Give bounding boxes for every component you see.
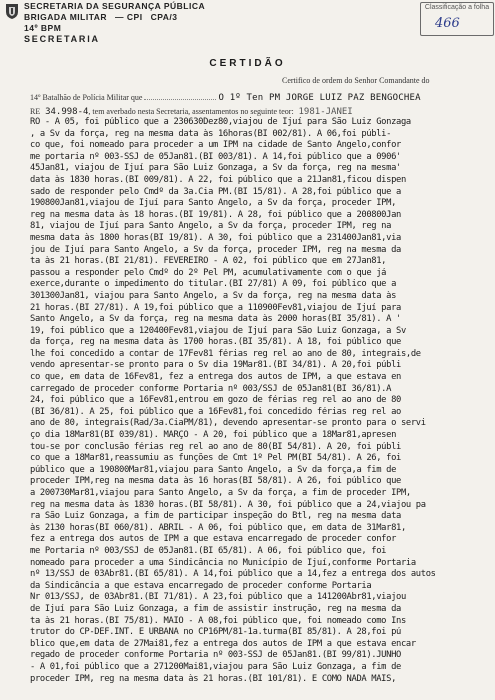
letterhead-line2 <box>24 12 205 23</box>
body-line: de Ijuí para São Luiz Gonzaga, a fim de assistir instrução, reg na mesma da <box>30 603 401 614</box>
certify-line: Certifico de ordem do Senhor Comandante do <box>282 76 430 85</box>
body-line: sado de responder pelo Cmdº da 3a.Cia PM.(BI 15/81). A 28,foi público que a <box>30 186 401 197</box>
body-line: ta às 21 horas.(BI 21/81). FEVEREIRO - A 02, foi público que em 27Jan81, <box>30 256 387 267</box>
body-line: me portaria nº 003-SSJ de 05Jan81.(BI 003/81). A 14,foi público que a 0906' <box>30 151 401 162</box>
body-line: co que a 18Mar81,reassumiu as funções de Cmt 1º Pel PM(BI 54/81). A 26, foi <box>30 453 401 464</box>
body-line: 190800Jan81,viajou de Ijuí para Santo Angelo, a Sv da força, proceder IPM, <box>30 198 397 209</box>
body-line: às 2130 horas(BI 060/81). ABRIL - A 06, foi público que, em data de 31Mar81, <box>30 522 406 533</box>
body-line: vendo apresentar-se pronto para o Sv dia 19Mar81.(BI 34/81). A 20,foi públi <box>30 360 401 371</box>
body-line: 21 horas.(BI 27/81). A 19,foi público que a 110900Fev81,viajou de Ijuí para <box>30 302 401 313</box>
re-label: RE <box>30 107 41 116</box>
letterhead <box>24 1 205 45</box>
body-line: co que, em data de 16Fev81, fez a entrega dos autos de IPM, a que estava en <box>30 372 401 383</box>
body-line: ano de 80, integrais(Rad/3a.CiaPM/81), devendo apresentar-se pronto para o servi <box>30 418 426 429</box>
body-line: RO - A 05, foi público que a 230630Dez80,viajou de Ijuí para São Luiz Gonzaga <box>30 117 411 127</box>
body-line: 19, foi público que a 120400Fev81,viajou de Ijuí para São Luiz Gonzaga, a Sv <box>30 325 406 336</box>
body-line: jou de Ijuí para Santo Angelo, a Sv da força, proceder IPM, reg na mesma da <box>30 244 401 255</box>
body-line: exerce,durante o impedimento do titular.(BI 27/81) A 09, foi público que a <box>30 279 397 290</box>
page-number-stamp <box>420 2 494 36</box>
body-line: reg na mesma data às 1830 horas.(BI 58/81). A 30, foi público que a 24,viajou pa <box>30 499 426 510</box>
dotted-fill <box>144 99 216 100</box>
state-crest-icon <box>4 2 20 20</box>
body-line: reg na mesma data às 18 horas.(BI 19/81). A 28, foi público que a 200800Jan <box>30 209 401 220</box>
stamp-label: Classificação a folha <box>424 4 490 11</box>
body-line: ra São Luiz Gonzaga, a fim de participar inspeção do Btl, reg na mesma data <box>30 511 401 522</box>
body-line: passou a responder pelo Cmdº do 2º Pel PM, acumulativamente com o que já <box>30 267 387 278</box>
re-text: , tem averbado nesta Secretaria, assentamentos no seguinte teor: <box>88 107 294 116</box>
body-line: a 200730Mar81,viajou para Santo Angelo, a Sv da força, a fim de proceder IPM, <box>30 488 411 498</box>
body-line: co que, foi nomeado para proceder a um IPM na cidade de Santo Angelo,confor <box>30 140 401 151</box>
letterhead-line3: 14º BPM <box>24 23 62 33</box>
body-line: Santo Angelo, a Sv da força, reg na mesma data às 2000 horas(BI 35/81). A ' <box>30 314 401 325</box>
letterhead-cpi: — CPI <box>115 12 143 22</box>
body-line: ço dia 18Mar81(BI 039/81). MARÇO - A 20, foi público que a 18Mar81,apresen <box>30 430 397 441</box>
body-line: proceder IPM,reg na mesma data às 16 horas(BI 58/81). A 26, foi público que <box>30 476 401 487</box>
body-line: trutor do CP-DEF.INT. E URBANA no CP16PM/81-1a.turma(BI 85/81). A 28,foi pú <box>30 627 401 638</box>
body-line: blico que,em data de 27Mai81,fez a entrega dos autos de IPM a que estava encar <box>30 638 416 649</box>
document-title: CERTIDÃO <box>209 58 286 69</box>
letterhead-brigada: BRIGADA MILITAR <box>24 12 108 22</box>
body-line: fez a entrega dos autos de IPM a que estava encarregado de proceder confor <box>30 534 397 545</box>
body-line: 45Jan81, viajou de Ijuí para São Luiz Gonzaga, a Sv da força, reg na mesma' <box>30 163 401 174</box>
body-line: - A 01,foi público que a 271200Mai81,viajou para São Luiz Gonzaga, a fim de <box>30 661 401 672</box>
body-line: regado de proceder conforme Portaria nº 003-SSJ de 05Jan81.(BI 99/81).JUNHO <box>30 650 401 661</box>
body-line: data às 1830 horas.(BI 009/81). A 22, foi público que a 21Jan81,ficou dispen <box>30 174 406 185</box>
re-handwritten-year: 1981-JANEI <box>298 107 353 117</box>
battalion-line <box>30 93 490 103</box>
body-line: da força, reg na mesma data às 1700 horas.(BI 35/81). A 18, foi público que <box>30 337 401 348</box>
body-line: 24, foi público que a 16Fev81,entrou em gozo de férias reg rel ao ano de 80 <box>30 395 401 406</box>
body-line: nº 13/SSJ de 03Abr81.(BI 65/81). A 14,foi público que a 14,fez a entrega dos autos <box>30 569 436 580</box>
body-line: nomeado para proceder a uma Sindicância no Município de Ijuí,conforme Portaria <box>30 557 416 568</box>
re-value: 34.998-4 <box>45 107 89 117</box>
body-line: 81, viajou de Ijuí para Santo Angelo, a Sv da força, proceder IPM, reg na <box>30 221 392 232</box>
body-line: me Portaria nº 003/SSJ de 05Jan81.(BI 65/81). A 06, foi público que, foi <box>30 545 387 556</box>
body-line: , a Sv da força, reg na mesma data às 16horas(BI 002/81). A 06,foi públi- <box>30 128 392 139</box>
letterhead-cpa: CPA/3 <box>150 12 178 22</box>
body-line: carregado de proceder conforme Portaria nº 003/SSJ de 05Jan81(BI 36/81).A <box>30 383 392 394</box>
body-line: mesma data às 1800 horas(BI 19/81). A 30, foi público que a 231400Jan81,via <box>30 232 401 243</box>
body-line: proceder IPM, reg na mesma data às 21 horas.(BI 101/81). E COMO NADA MAIS, <box>30 673 397 684</box>
body-line: Nr 013/SSJ, de 03Abr81.(BI 71/81). A 23,foi público que a 141200Abr81,viajou <box>30 592 406 603</box>
body-line: ta às 21 horas.(BI 75/81). MAIO - A 08,foi público que, foi nomeado como Ins <box>30 615 406 626</box>
letterhead-line1: SECRETARIA DA SEGURANÇA PÚBLICA <box>24 1 206 11</box>
body-line: (BI 36/81). A 25, foi público que a 16Fev81,foi concedido férias reg rel ao <box>30 406 401 417</box>
certificate-body <box>30 117 490 685</box>
body-line: lhe foi concedido a contar de 17Fev81 férias reg rel ao ano de 80, integrais,de <box>30 348 421 359</box>
body-line: da Sindicância a que estava encarregado de proceder conforme Portaria <box>30 580 372 591</box>
subject-name: O 1º Ten PM JORGE LUIZ PAZ BENGOCHEA <box>218 93 421 103</box>
body-line: tou-se por conclusão férias reg rel ao ano de 80(BI 54/81). A 20, foi públi <box>30 441 401 452</box>
battalion-label: 14º Batalhão de Polícia Militar que <box>30 93 143 102</box>
re-line <box>30 107 492 117</box>
stamp-number: 466 <box>435 16 460 31</box>
body-line: público que a 190800Mar81,viajou para Santo Angelo, a Sv da força,a fim de <box>30 464 397 475</box>
letterhead-line4: SECRETARIA <box>24 34 100 44</box>
body-line: 301300Jan81, viajou para Santo Angelo, a Sv da força, reg na mesma data às <box>30 290 397 301</box>
